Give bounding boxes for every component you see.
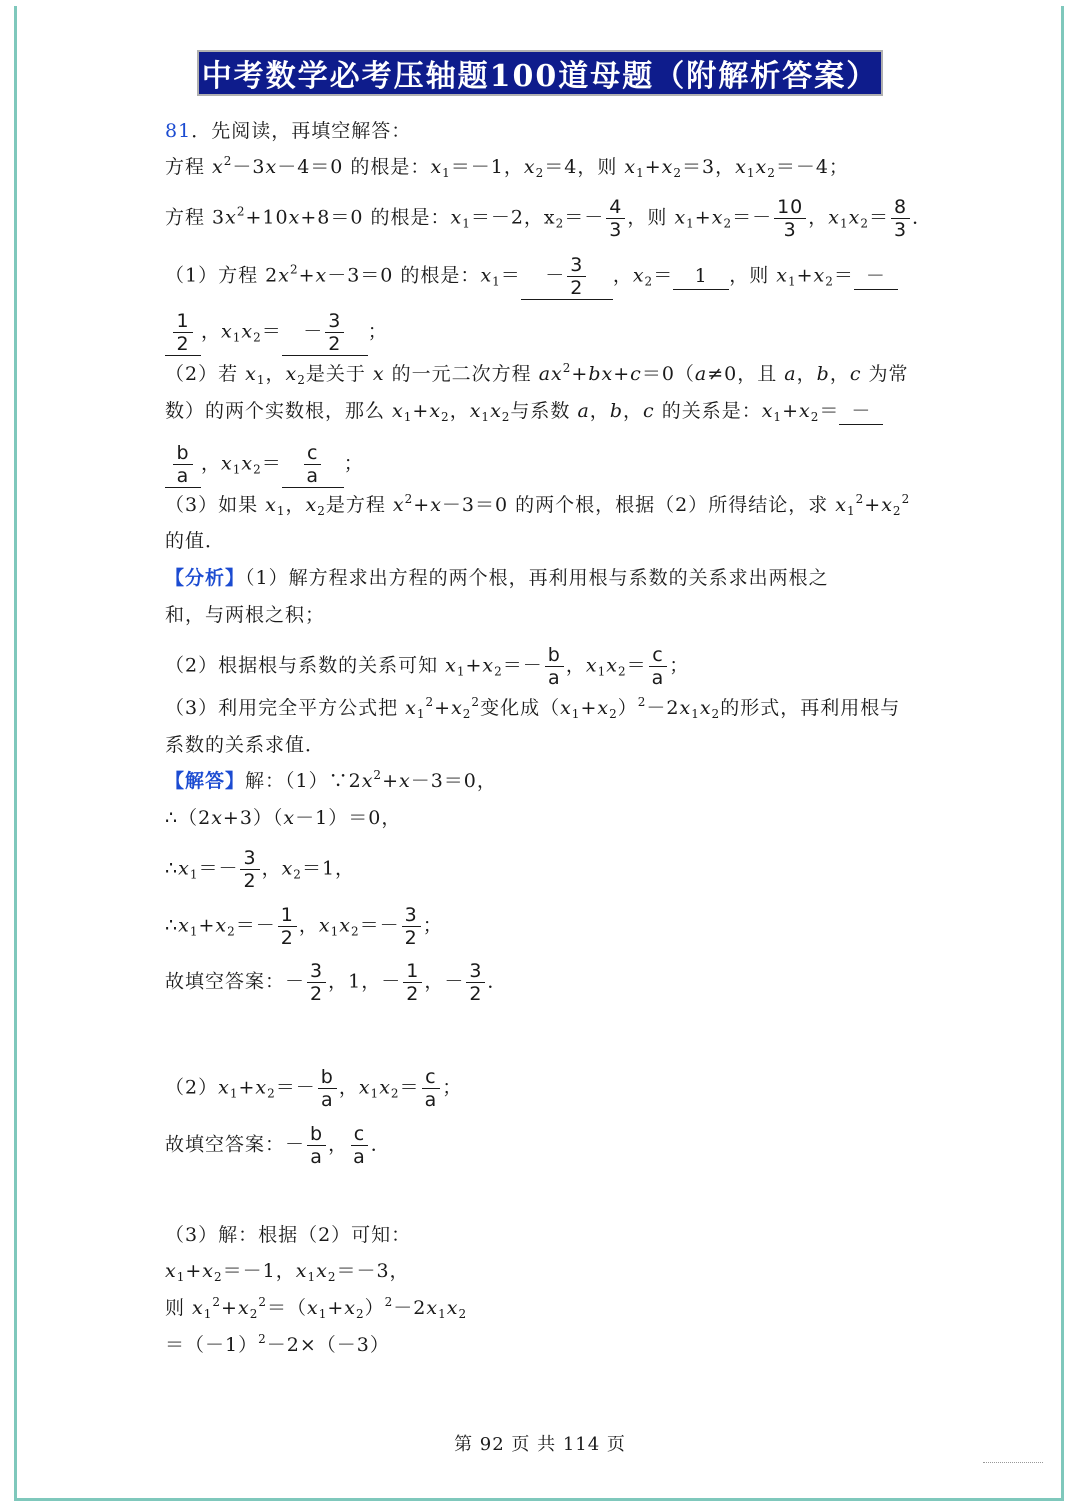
answer-blank-sum: － [854, 263, 898, 290]
solution-part3-line3: 则 $x_1^2+x_2^2=(x_1+x_2)^2-2x_1x_2$ [165, 1295, 468, 1321]
example-1: 方程 $x^2-3x-4=0$ 的根是：$x_1=-1$，$x_2=4$，则 $x_1+x_2=3$，$x_1x_2=-4$； [165, 154, 849, 180]
question-3-line1: （3）如果 $x_1$，$x_2$是方程 $x^2+x-3=0$ 的两个根，根据（2）所得结论，求 $x_1^2+x_2^2$ [165, 492, 911, 518]
analysis-line5: 系数的关系求值． [165, 734, 326, 756]
analysis-line1: 【分析】（1）解方程求出方程的两个根，再利用根与系数的关系求出两根之 [165, 567, 829, 589]
question-3-line2: 的值． [165, 530, 226, 552]
example-2: 方程 $3x^2+10x+8=0$ 的根是：$x_1=-2$，$x_2=-$ $\frac{4}{3}$ ，则 $x_1+x_2=-$ $\frac{10}{3}$ ，$x_1x_2=$ $\frac{8}{3}$ ． [165, 196, 933, 241]
solution-part2: $(2)x_1+x_2=-$ $\frac{b}{a}$ ，$x_1x_2=$ $\frac{c}{a}$ ； [165, 1066, 463, 1111]
analysis-line3: （2）根据根与系数的关系可知 $x_1+x_2=-$ $\frac{b}{a}$ ，$x_1x_2=$ $\frac{c}{a}$ ； [165, 644, 690, 689]
answer-blank-x1: － $\frac{3}{2}$ [521, 254, 613, 300]
page-title: 中考数学必考压轴题100道母题（附解析答案） [197, 50, 883, 96]
question-2-line2: 数）的两个实数根，那么 $x_1+x_2$，$x_1x_2$与系数 a，b，c 的关系是：$x_1+x_2=$ － [165, 398, 883, 425]
solution-part3-line2: $x_1+x_2=-1$，$x_1x_2=-3$， [165, 1260, 410, 1284]
solution-line2: ∴（2x+3）（x－1）＝0， [165, 807, 402, 829]
question-1-cont: $\frac{1}{2}$ ，$x_1x_2=$ － $\frac{3}{2}$ ； [165, 310, 388, 356]
solution-part3-line4: $=(-1)^2-2\times(-3)$ [165, 1332, 390, 1356]
solution-line4: $\therefore x_1+x_2=-$ $\frac{1}{2}$ ，$x_1x_2=-$ $\frac{3}{2}$ ； [165, 904, 443, 949]
problem-intro: 81．先阅读，再填空解答： [165, 120, 412, 142]
question-2-line1: （2）若 $x_1$，$x_2$是关于 x 的一元二次方程 $ax^2+bx+c=0(a\ne 0$，且 a，b，c 为常 [165, 361, 909, 387]
analysis-line4: （3）利用完全平方公式把 $x_1^2+x_2^2$变化成$(x_1+x_2)^2-2x_1x_2$的形式，再利用根与 [165, 695, 901, 721]
analysis-line2: 和，与两根之积； [165, 604, 326, 626]
solution-part3: （3）解：根据（2）可知： [165, 1224, 412, 1246]
answer-blank-product: － $\frac{3}{2}$ [282, 310, 368, 356]
corner-mark [983, 1462, 1043, 1465]
solution-line1: 【解答】解：$(1)\because 2x^2+x-3=0$， [165, 768, 497, 792]
answer-blank-x2: 1 [673, 263, 729, 290]
question-2-line3: $\frac{b}{a}$ ，$x_1x_2=$ $\frac{c}{a}$ ； [165, 442, 364, 488]
solution-line3: $\therefore x_1=-$ $\frac{3}{2}$ ，$x_2=1$， [165, 847, 356, 892]
question-1: （1）方程 $2x^2+x-3=0$ 的根是：$x_1=$ － $\frac{3}{2}$ ，$x_2= 1$ ，则 $x_1+x_2=$ － [165, 254, 898, 300]
fill-answer-1: 故填空答案：－ $\frac{3}{2}$ ，1，－ $\frac{1}{2}$ ，－ $\frac{3}{2}$ ． [165, 960, 508, 1005]
fill-answer-2: 故填空答案：－ $\frac{b}{a}$ ， $\frac{c}{a}$ ． [165, 1123, 391, 1168]
page-footer: 第 92 页 共 114 页 [454, 1434, 626, 1455]
